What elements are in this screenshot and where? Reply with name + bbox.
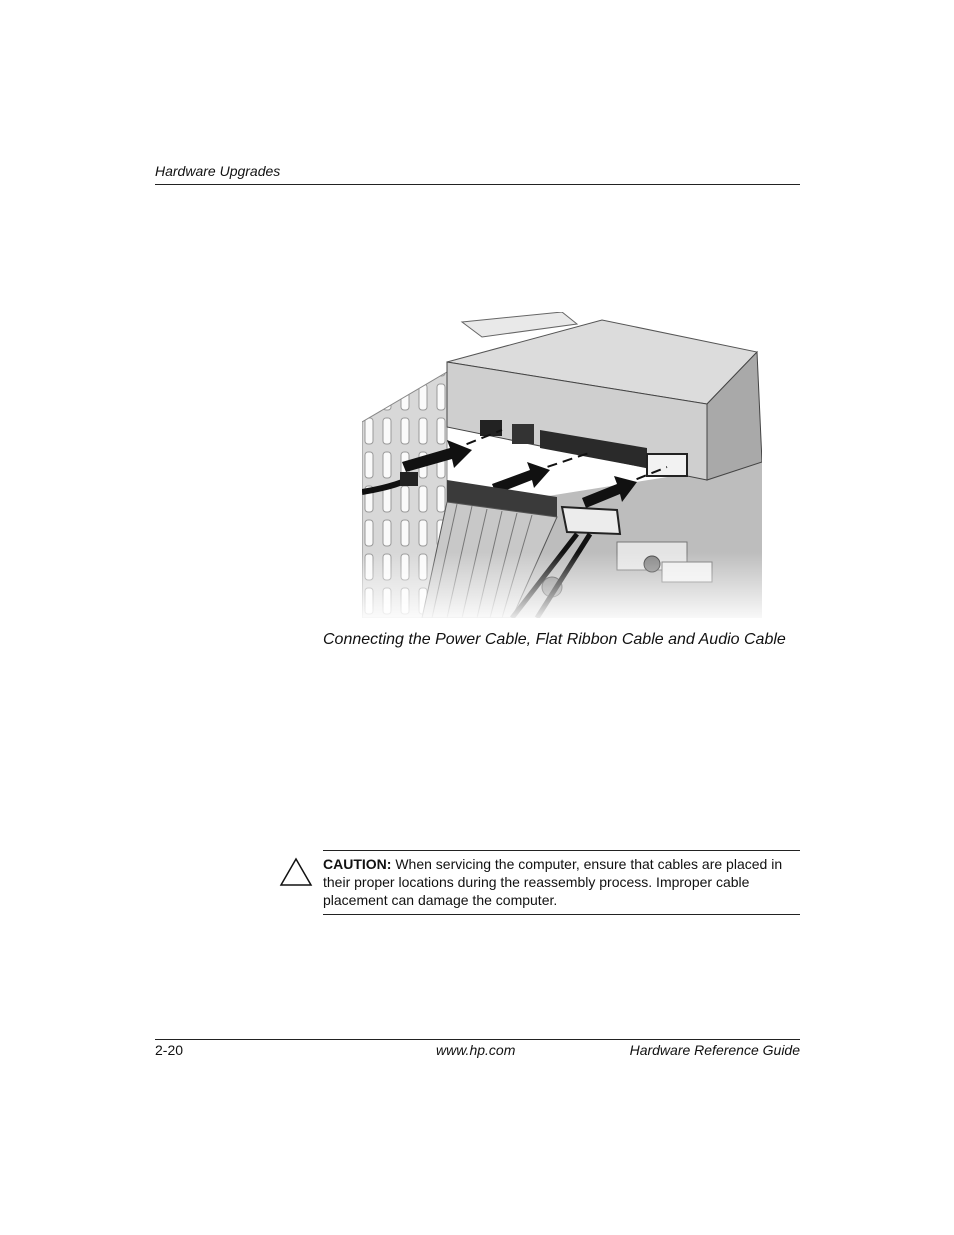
warning-triangle-icon (279, 857, 313, 887)
running-header: Hardware Upgrades (155, 163, 281, 179)
caution-body: When servicing the computer, ensure that cables are placed in their proper locations during the reassembly process. Improper cable placement can damage the computer. (323, 856, 783, 908)
caution-top-rule (323, 850, 800, 851)
caution-note (323, 855, 793, 909)
drive-cable-illustration (362, 312, 762, 618)
header-rule (155, 184, 800, 185)
caution-bottom-rule (323, 914, 800, 915)
figure-caption: Connecting the Power Cable, Flat Ribbon Cable and Audio Cable (323, 631, 786, 648)
guide-title: Hardware Reference Guide (629, 1042, 800, 1058)
caution-label: CAUTION: (323, 856, 392, 872)
footer-rule (155, 1039, 800, 1040)
footer-url: www.hp.com (436, 1042, 516, 1058)
page-number: 2-20 (155, 1042, 184, 1058)
